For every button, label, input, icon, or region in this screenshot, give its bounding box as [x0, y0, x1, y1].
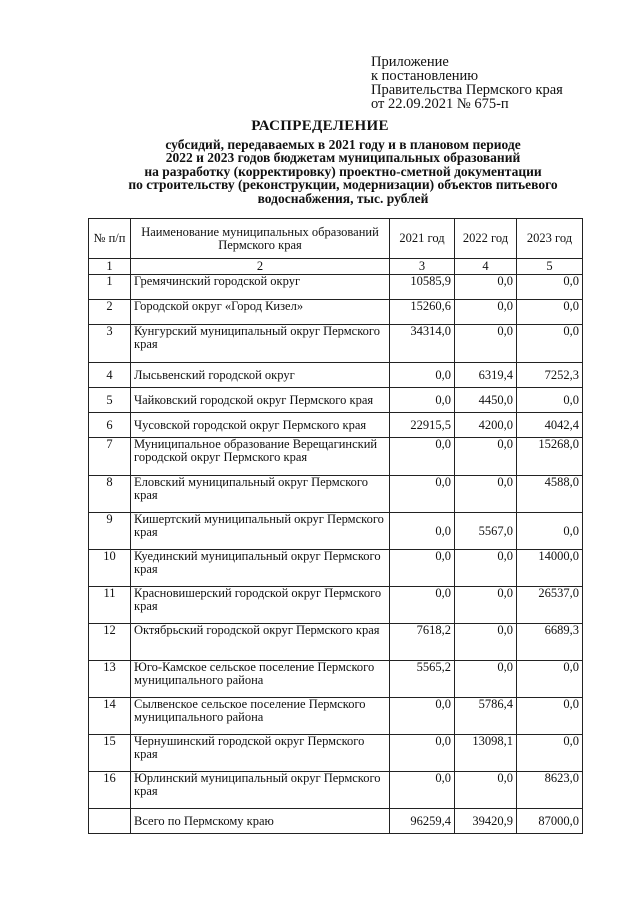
table-row	[89, 661, 583, 698]
row-number: 14	[89, 698, 131, 735]
row-number: 10	[89, 550, 131, 587]
value-2022: 0,0	[455, 476, 517, 513]
row-number: 15	[89, 735, 131, 772]
header-2023: 2023 год	[517, 219, 583, 259]
value-2022: 6319,4	[455, 363, 517, 388]
header-2022: 2022 год	[455, 219, 517, 259]
subtitle-line-1: субсидий, передаваемых в 2021 году и в плановом периоде	[165, 137, 521, 152]
value-2023: 6689,3	[517, 624, 583, 661]
municipality-name: Кишертский муниципальный округ Пермского края	[131, 513, 390, 550]
total-2022: 39420,9	[455, 809, 517, 834]
municipality-name: Гремячинский городской округ	[131, 275, 390, 300]
value-2023: 0,0	[517, 275, 583, 300]
table-row	[89, 413, 583, 438]
table-row	[89, 624, 583, 661]
table-row	[89, 550, 583, 587]
subtitle-line-5: водоснабжения, тыс. рублей	[257, 190, 429, 206]
header-2021: 2021 год	[390, 219, 455, 259]
header-name: Наименование муниципальных образований Пермского края	[131, 219, 390, 259]
row-number: 9	[89, 513, 131, 550]
municipality-name: Городской округ «Город Кизел»	[131, 300, 390, 325]
column-number: 2	[131, 259, 390, 275]
value-2023: 0,0	[517, 698, 583, 735]
row-number: 7	[89, 438, 131, 476]
value-2023: 0,0	[517, 661, 583, 698]
value-2021: 7618,2	[390, 624, 455, 661]
municipality-name: Кунгурский муниципальный округ Пермского края	[131, 325, 390, 363]
value-2023: 14000,0	[517, 550, 583, 587]
value-2021: 34314,0	[390, 325, 455, 363]
municipality-name: Красновишерский городской округ Пермского края	[131, 587, 390, 624]
value-2021: 0,0	[390, 735, 455, 772]
value-2021: 0,0	[390, 476, 455, 513]
table-row	[89, 388, 583, 413]
row-number: 12	[89, 624, 131, 661]
total-row-number	[89, 809, 131, 834]
value-2022: 0,0	[455, 550, 517, 587]
value-2021: 0,0	[390, 772, 455, 809]
table-row	[89, 438, 583, 476]
municipality-name: Чайковский городской округ Пермского края	[131, 388, 390, 413]
value-2023: 0,0	[517, 735, 583, 772]
value-2021: 0,0	[390, 513, 455, 550]
table-row	[89, 300, 583, 325]
value-2022: 4200,0	[455, 413, 517, 438]
value-2022: 0,0	[455, 300, 517, 325]
table-row	[89, 513, 583, 550]
municipality-name: Сылвенское сельское поселение Пермского муниципального района	[131, 698, 390, 735]
value-2022: 0,0	[455, 661, 517, 698]
approval-line-2: к постановлению	[371, 68, 479, 84]
table-row	[89, 772, 583, 809]
municipality-name: Лысьвенский городской округ	[131, 363, 390, 388]
approval-stamp	[371, 55, 563, 111]
value-2023: 0,0	[517, 513, 583, 550]
value-2021: 0,0	[390, 587, 455, 624]
value-2023: 0,0	[517, 300, 583, 325]
row-number: 2	[89, 300, 131, 325]
column-number: 1	[89, 259, 131, 275]
table-row	[89, 698, 583, 735]
value-2022: 5786,4	[455, 698, 517, 735]
subtitle-line-4: по строительству (реконструкции, модернизации) объектов питьевого	[128, 177, 558, 193]
total-row	[89, 809, 583, 834]
value-2021: 0,0	[390, 550, 455, 587]
value-2022: 0,0	[455, 438, 517, 476]
value-2023: 4042,4	[517, 413, 583, 438]
column-numbers-row	[89, 259, 583, 275]
row-number: 8	[89, 476, 131, 513]
document-title: РАСПРЕДЕЛЕНИЕ	[251, 118, 389, 134]
municipality-name: Октябрьский городской округ Пермского края	[131, 624, 390, 661]
value-2021: 10585,9	[390, 275, 455, 300]
municipality-name: Чусовской городской округ Пермского края	[131, 413, 390, 438]
total-label: Всего по Пермскому краю	[131, 809, 390, 834]
value-2022: 0,0	[455, 772, 517, 809]
total-2023: 87000,0	[517, 809, 583, 834]
distribution-table	[88, 218, 583, 834]
subtitle-line-2: 2022 и 2023 годов бюджетам муниципальных образований	[165, 150, 521, 166]
value-2021: 5565,2	[390, 661, 455, 698]
column-number: 4	[455, 259, 517, 275]
municipality-name: Чернушинский городской округ Пермского края	[131, 735, 390, 772]
header-no: № п/п	[89, 219, 131, 259]
value-2021: 0,0	[390, 388, 455, 413]
table-row	[89, 476, 583, 513]
municipality-name: Юрлинский муниципальный округ Пермского края	[131, 772, 390, 809]
table-row	[89, 363, 583, 388]
subtitle-line-3: на разработку (корректировку) проектно-сметной документации	[144, 163, 542, 179]
table-row	[89, 275, 583, 300]
total-2021: 96259,4	[390, 809, 455, 834]
value-2023: 0,0	[517, 388, 583, 413]
row-number: 6	[89, 413, 131, 438]
municipality-name: Еловский муниципальный округ Пермского края	[131, 476, 390, 513]
document-subtitle	[0, 138, 640, 205]
value-2022: 0,0	[455, 624, 517, 661]
row-number: 5	[89, 388, 131, 413]
table-row	[89, 325, 583, 363]
value-2022: 0,0	[455, 325, 517, 363]
approval-line-3: Правительства Пермского края	[371, 82, 563, 98]
row-number: 16	[89, 772, 131, 809]
value-2021: 22915,5	[390, 413, 455, 438]
row-number: 1	[89, 275, 131, 300]
value-2021: 0,0	[390, 698, 455, 735]
value-2023: 8623,0	[517, 772, 583, 809]
table-row	[89, 735, 583, 772]
row-number: 13	[89, 661, 131, 698]
table-row	[89, 587, 583, 624]
value-2022: 5567,0	[455, 513, 517, 550]
value-2022: 0,0	[455, 587, 517, 624]
value-2023: 4588,0	[517, 476, 583, 513]
value-2022: 4450,0	[455, 388, 517, 413]
municipality-name: Юго-Камское сельское поселение Пермского муниципального района	[131, 661, 390, 698]
municipality-name: Куединский муниципальный округ Пермского края	[131, 550, 390, 587]
value-2023: 26537,0	[517, 587, 583, 624]
value-2023: 7252,3	[517, 363, 583, 388]
row-number: 4	[89, 363, 131, 388]
municipality-name: Муниципальное образование Верещагинский городской округ Пермского края	[131, 438, 390, 476]
value-2021: 0,0	[390, 363, 455, 388]
value-2023: 0,0	[517, 325, 583, 363]
row-number: 3	[89, 325, 131, 363]
approval-line-1: Приложение	[371, 54, 449, 70]
value-2021: 15260,6	[390, 300, 455, 325]
value-2021: 0,0	[390, 438, 455, 476]
value-2023: 15268,0	[517, 438, 583, 476]
column-number: 3	[390, 259, 455, 275]
value-2022: 0,0	[455, 275, 517, 300]
approval-line-4: от 22.09.2021 № 675-п	[371, 96, 509, 112]
column-number: 5	[517, 259, 583, 275]
value-2022: 13098,1	[455, 735, 517, 772]
row-number: 11	[89, 587, 131, 624]
table-header-row	[89, 219, 583, 259]
